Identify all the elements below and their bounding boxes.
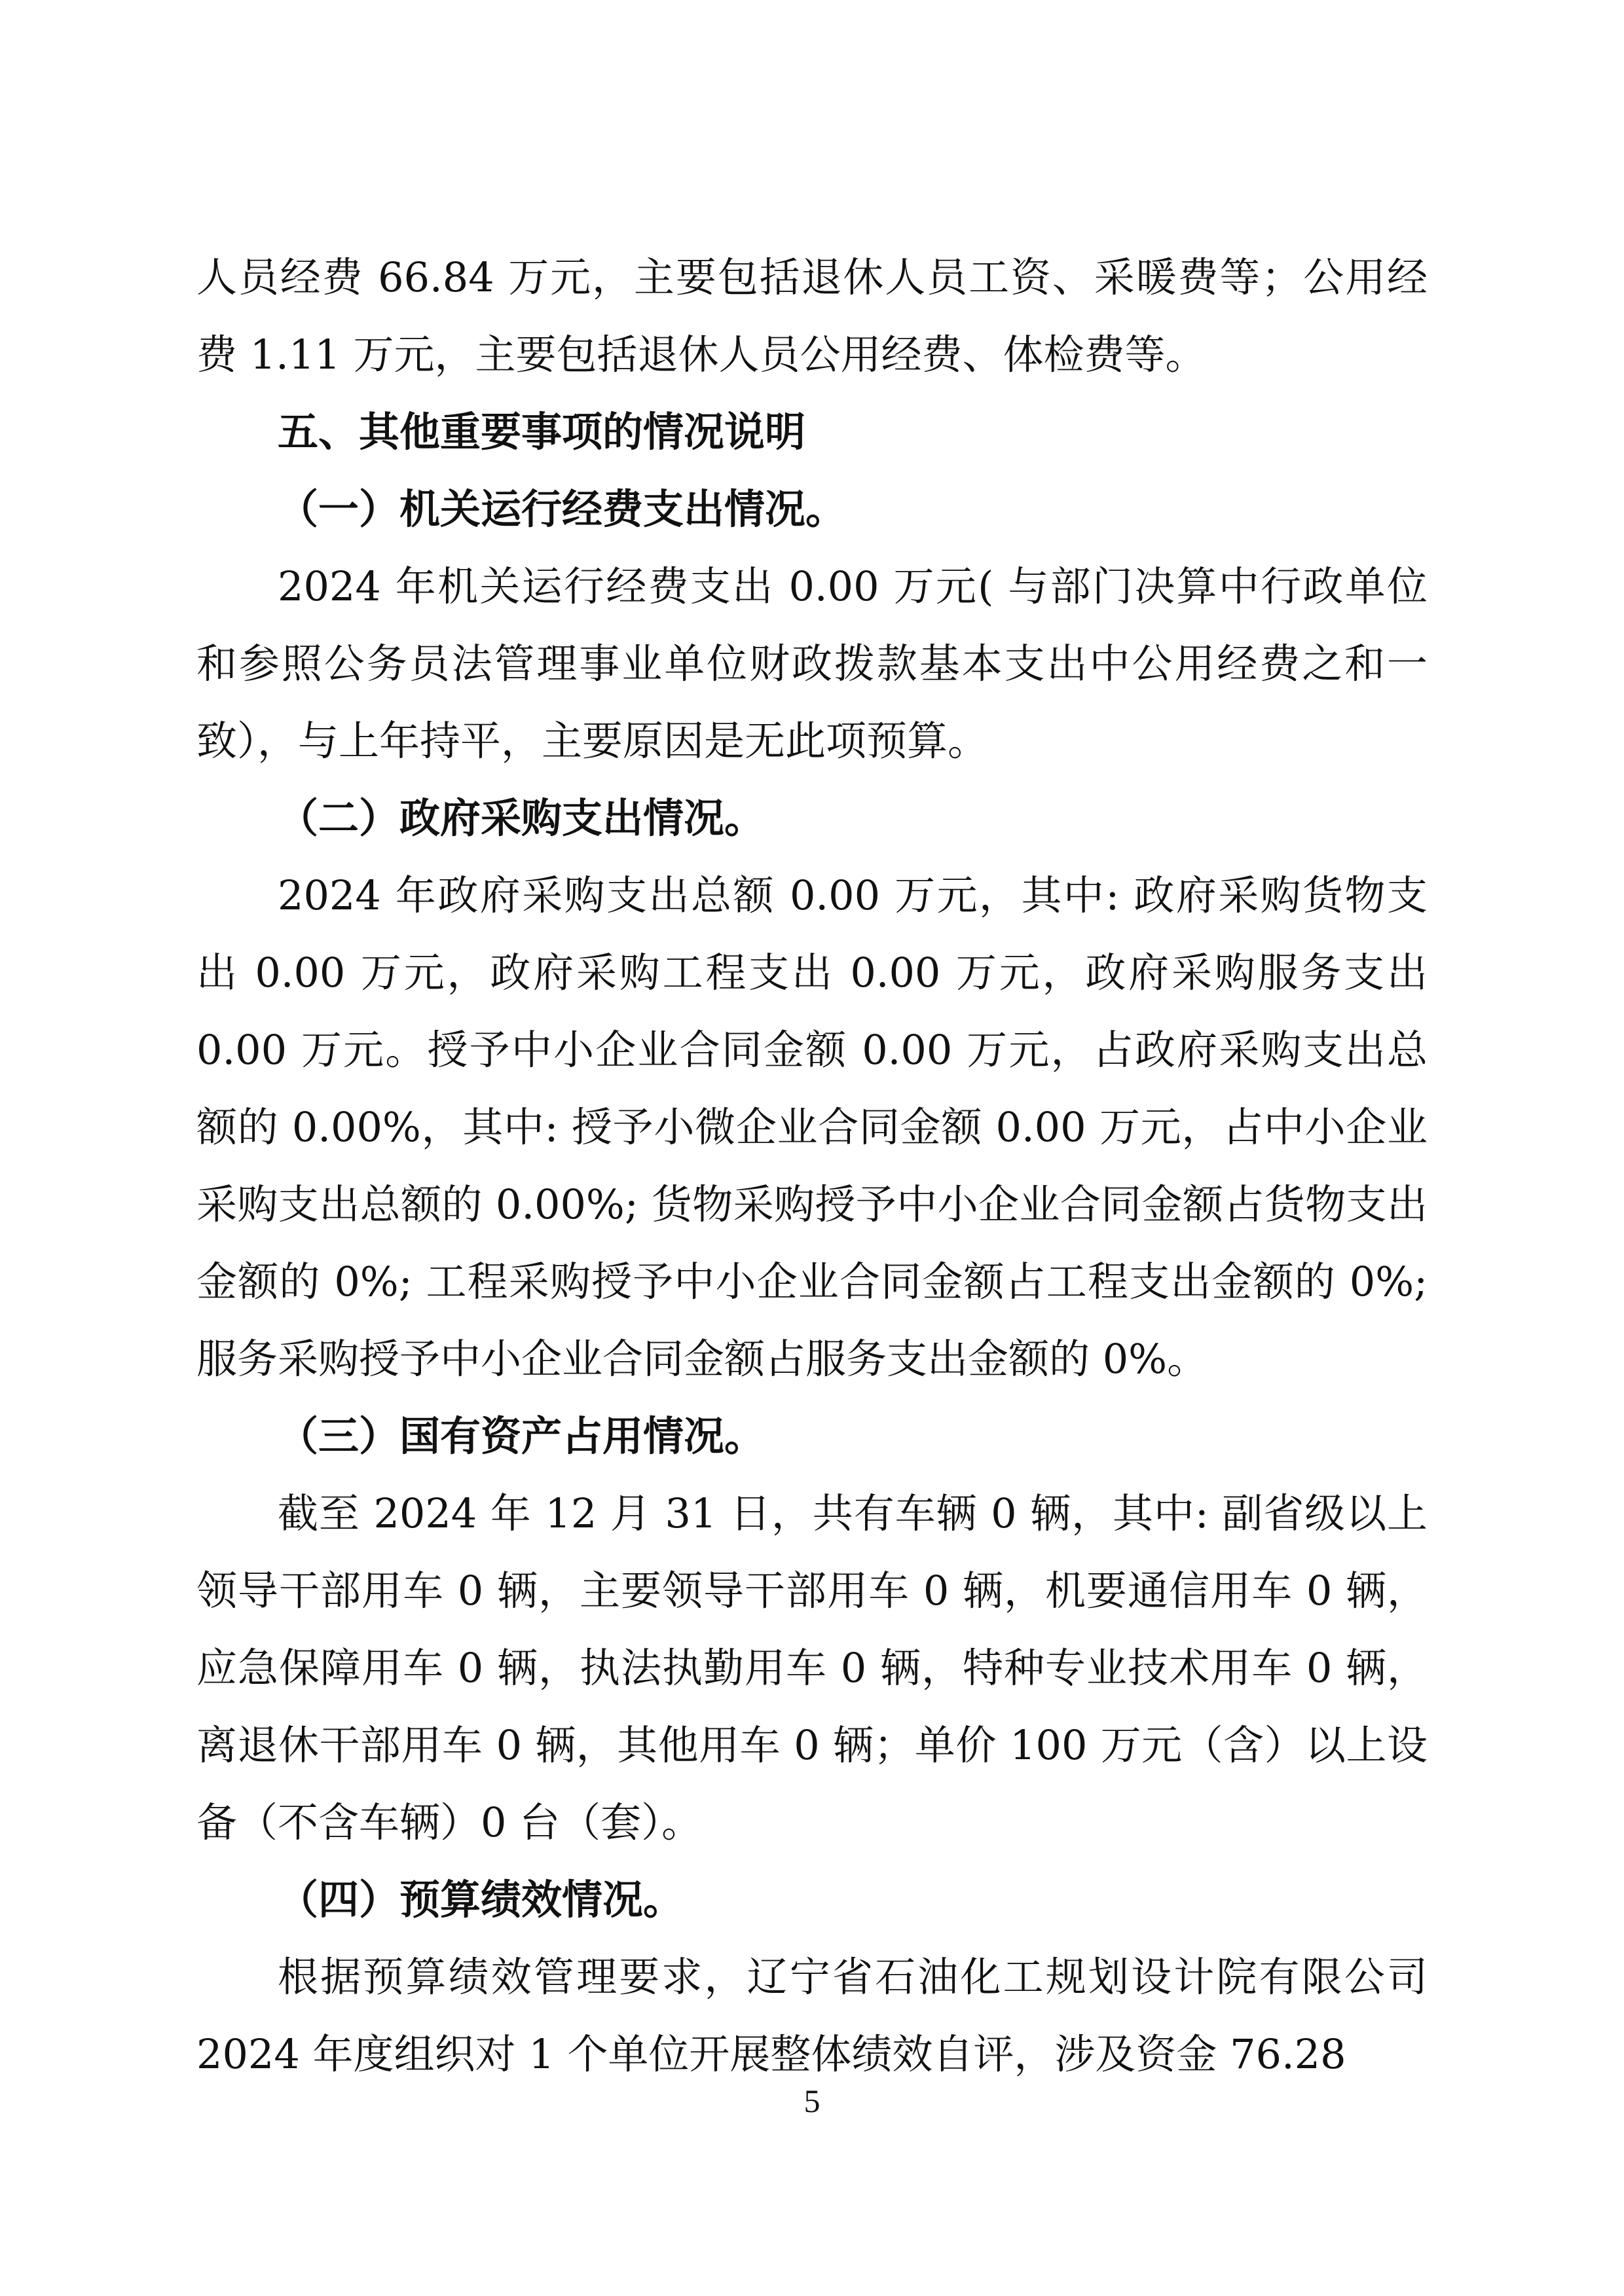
page-number: 5 bbox=[803, 2083, 821, 2119]
subheading-government-procurement: （二）政府采购支出情况。 bbox=[278, 794, 766, 842]
paragraph-budget-performance: 根据预算绩效管理要求，辽宁省石油化工规划设计院有限公司 2024 年度组织对 1 个单位开展整体绩效自评，涉及资金 76.28 bbox=[196, 1953, 1428, 2078]
section-heading-other-matters: 五、其他重要事项的情况说明 bbox=[278, 408, 806, 456]
paragraph-government-procurement: 2024 年政府采购支出总额 0.00 万元，其中: 政府采购货物支出 0.00 万元，政府采购工程支出 0.00 万元，政府采购服务支出 0.00 万元。授予中小企业合同金额 0.00 万元，占政府采购支出总额的 0.00%，其中: 授予小微企业合同金额 0.00 万元，占中小企业采购支出总额的 0.00%; 货物采购授予中小企业合同金额占货物支出金额的 0%; 工程采购授予中小企业合同金额占工程支出金额的 0%; 服务采购授予中小企业合同金额占服务支出金额的 0%。 bbox=[196, 871, 1428, 1383]
subheading-operating-expenses: （一）机关运行经费支出情况。 bbox=[278, 485, 847, 533]
paragraph-operating-expenses: 2024 年机关运行经费支出 0.00 万元( 与部门决算中行政单位和参照公务员法管理事业单位财政拨款基本支出中公用经费之和一致），与上年持平，主要原因是无此项预算。 bbox=[196, 562, 1428, 765]
paragraph-personnel-expenses: 人员经费 66.84 万元，主要包括退休人员工资、采暖费等；公用经费 1.11 万元，主要包括退休人员公用经费、体检费等。 bbox=[196, 253, 1428, 378]
document-body bbox=[196, 239, 1428, 2093]
paragraph-state-assets: 截至 2024 年 12 月 31 日，共有车辆 0 辆，其中: 副省级以上领导干部用车 0 辆，主要领导干部用车 0 辆，机要通信用车 0 辆，应急保障用车 0 辆，执法执勤用车 0 辆，特种专业技术用车 0 辆，离退休干部用车 0 辆，其他用车 0 辆；单价 100 万元（含）以上设备（不含车辆）0 台（套）。 bbox=[196, 1489, 1428, 1846]
subheading-budget-performance: （四）预算绩效情况。 bbox=[278, 1876, 684, 1923]
subheading-state-assets: （三）国有资产占用情况。 bbox=[278, 1412, 766, 1460]
